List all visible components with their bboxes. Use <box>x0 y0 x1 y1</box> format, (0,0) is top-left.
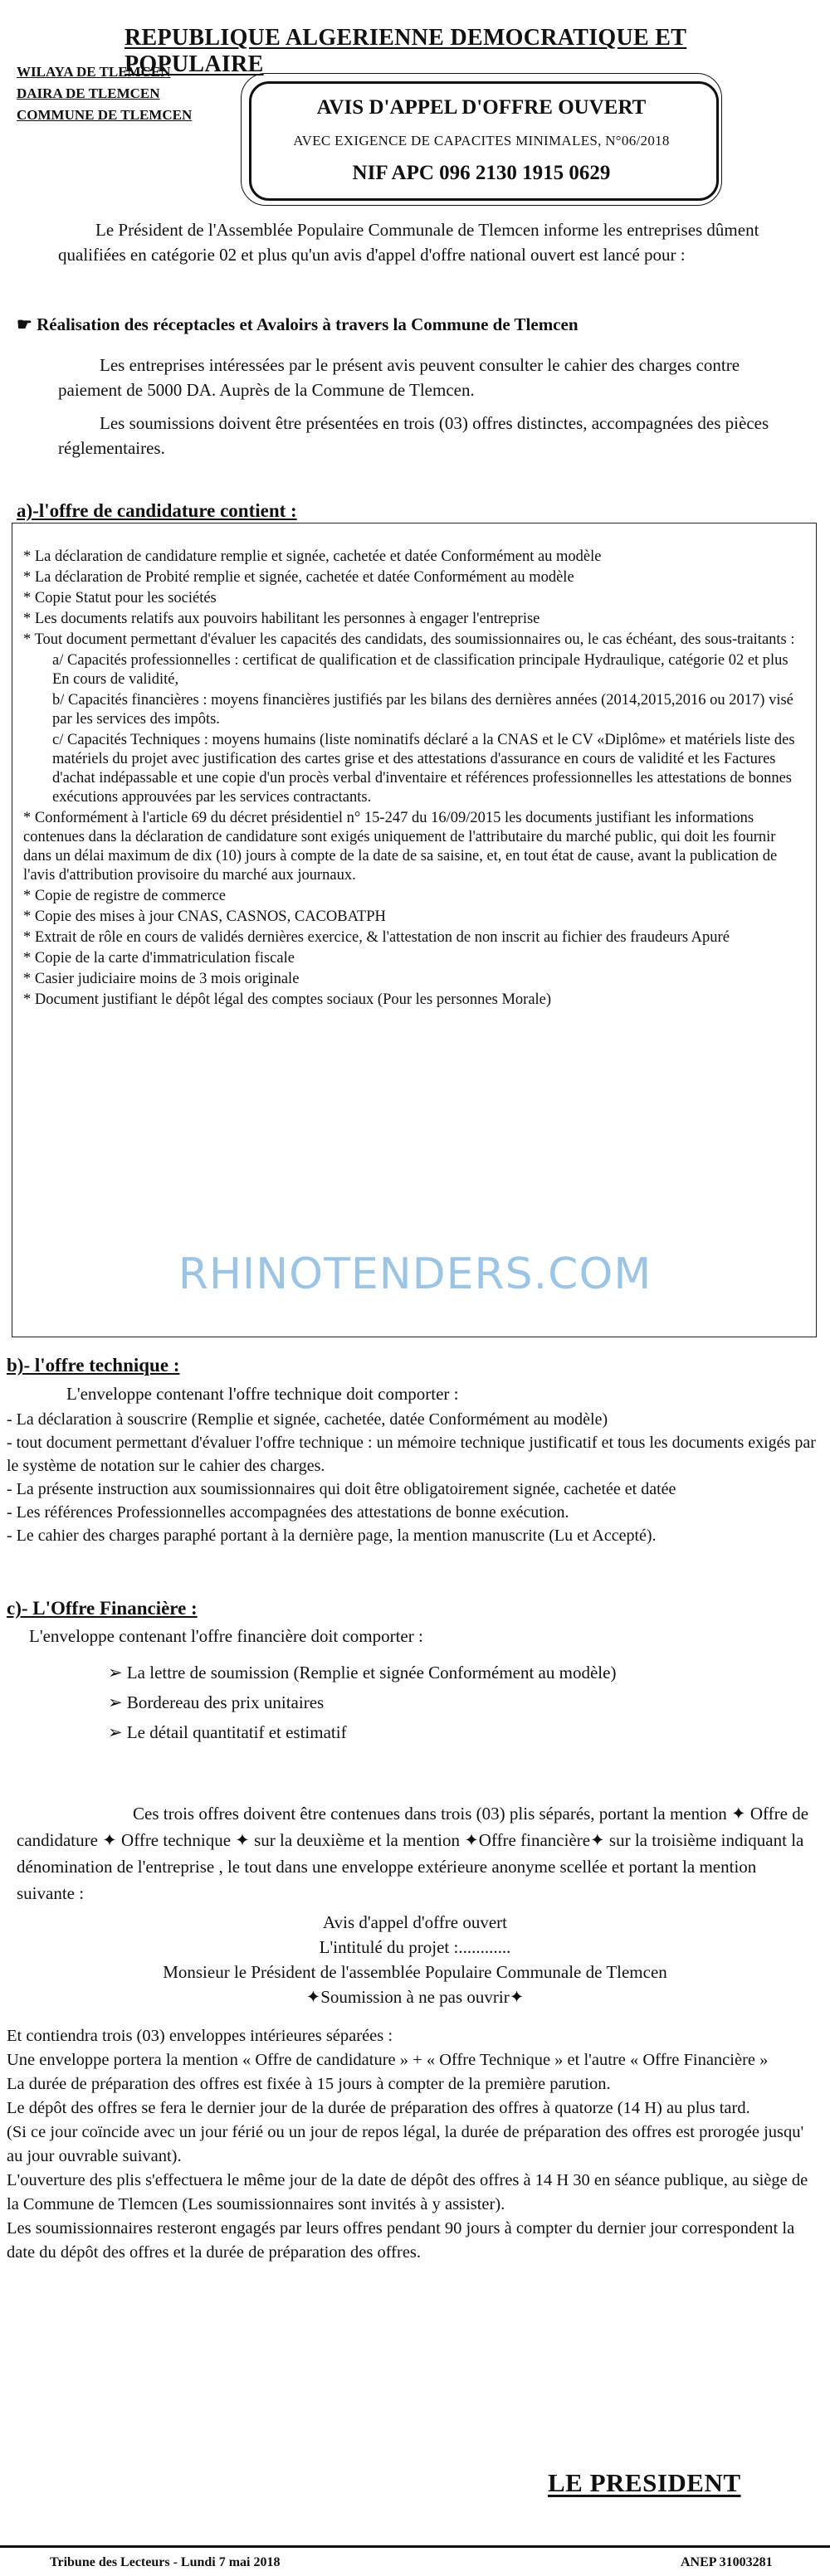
envelope-mention <box>0 1910 830 2009</box>
envelope-line: Monsieur le Président de l'assemblée Populaire Communale de Tlemcen <box>163 1962 667 1982</box>
list-item: * Copie de la carte d'immatriculation fiscale <box>23 950 295 967</box>
list-item: - tout document permettant d'évaluer l'offre technique : un mémoire technique justificatif et tous les documents exigés par le système de notation sur le cahier des charges. <box>7 1434 816 1475</box>
pointing-hand-icon: ☛ <box>17 314 32 334</box>
intro-paragraph: Le Président de l'Assemblée Populaire Communale de Tlemcen informe les entreprises dûment qualifiées en catégorie 02 et plus qu'un avis d'appel d'offre national ouvert est lancé pour : <box>58 220 759 265</box>
list-item: * Casier judiciaire moins de 3 mois originale <box>23 971 300 987</box>
detail-line: Et contiendra trois (03) enveloppes intérieures séparées : <box>7 2027 393 2045</box>
administrative-header <box>17 61 192 126</box>
consultation-paragraph: Les entreprises intéressées par le présent avis peuvent consulter le cahier des charges contre paiement de 5000 DA. Auprès de la Commune de Tlemcen. <box>58 355 740 400</box>
list-item: - La présente instruction aux soumissionnaires qui doit être obligatoirement signée, cachetée et datée <box>7 1480 676 1498</box>
list-item: - Le cahier des charges paraphé portant à la dernière page, la mention manuscrite (Lu et Accepté). <box>7 1527 657 1545</box>
candidature-list <box>23 548 803 1011</box>
signature: LE PRESIDENT <box>548 2468 741 2497</box>
footer-rule <box>0 2545 830 2548</box>
list-subitem: c/ Capacités Techniques : moyens humains (liste nominatifs déclaré a la CNAS et le CV «Diplôme» et matériels liste des matériels du projet avec justification des cartes grise et des attestations d'assurance en cours de validité et les Factures d'achat indépassable et une copie d'un procès verbal d'inventaire et références professionnelles les attestations de bonnes exécutions approuvées par les services contractants. <box>52 732 795 806</box>
detail-line: Une enveloppe portera la mention « Offre de candidature » + « Offre Technique » et l'autre « Offre Financière » <box>7 2051 769 2069</box>
commune-line: COMMUNE DE TLEMCEN <box>17 107 193 123</box>
section-c-list <box>108 1658 788 1747</box>
list-item: * Conformément à l'article 69 du décret présidentiel n° 15-247 du 16/09/2015 les documents justifiant les informations contenues dans la déclaration de candidature sont exigés uniquement de l'attributaire du marché public, qui doit les fournir dans un délai maximum de dix (10) jours à compte de la date de sa saisine, et, en tout état de cause, avant la publication de l'avis d'attribution provisoire du marché aux journaux. <box>23 810 778 884</box>
list-item: * Tout document permettant d'évaluer les capacités des candidats, des soumissionnaires ou, le cas échéant, des sous-traitants : <box>23 631 795 648</box>
list-item: * Document justifiant le dépôt légal des comptes sociaux (Pour les personnes Morale) <box>23 991 552 1008</box>
list-item: - Les références Professionnelles accompagnées des attestations de bonne exécution. <box>7 1503 569 1522</box>
list-item: * La déclaration de Probité remplie et signée, cachetée et datée Conformément au modèle <box>23 569 574 586</box>
list-item: * Les documents relatifs aux pouvoirs habilitant les personnes à engager l'entreprise <box>23 611 540 627</box>
detail-line: Les soumissionnaires resteront engagés par leurs offres pendant 90 jours à compter du dernier jour correspondent la date du dépôt des offres et la durée de préparation des offres. <box>7 2219 795 2262</box>
daira-line: DAIRA DE TLEMCEN <box>17 85 160 101</box>
envelope-line: L'intitulé du projet :............ <box>319 1937 511 1957</box>
footer-anep: ANEP 31003281 <box>681 2555 773 2569</box>
footer-publication: Tribune des Lecteurs - Lundi 7 mai 2018 <box>50 2555 281 2569</box>
list-subitem: a/ Capacités professionnelles : certificat de qualification et de classification principale Hydraulique, catégorie 02 et plus En cours de validité, <box>52 652 788 688</box>
wilaya-line: WILAYA DE TLEMCEN <box>17 64 171 80</box>
list-item: ➢ Bordereau des prix unitaires <box>108 1692 325 1712</box>
detail-line: Le dépôt des offres se fera le dernier jour de la durée de préparation des offres à quatorze (14 H) au plus tard. <box>7 2099 750 2117</box>
project-line <box>17 312 813 337</box>
section-b-lead: L'enveloppe contenant l'offre technique doit comporter : <box>66 1384 459 1404</box>
closing-details <box>7 2024 823 2265</box>
list-item: * Extrait de rôle en cours de validés dernières exercice, & l'attestation de non inscrit au fichier des fraudeurs Apuré <box>23 929 730 946</box>
submission-paragraph: Les soumissions doivent être présentées en trois (03) offres distinctes, accompagnées des pièces réglementaires. <box>58 413 769 458</box>
list-item: - La déclaration à souscrire (Remplie et signée, cachetée, datée Conformément au modèle) <box>7 1410 608 1429</box>
avis-subtitle: AVEC EXIGENCE DE CAPACITES MINIMALES, N°06/2018 <box>293 133 670 149</box>
list-subitem: b/ Capacités financières : moyens financières justifiés par les bilans des dernières années (2014,2015,2016 ou 2017) visé par les services des impôts. <box>52 692 793 728</box>
envelope-line: ✦Soumission à ne pas ouvrir✦ <box>305 1987 525 2007</box>
watermark-text: RHINOTENDERS.COM <box>178 1249 652 1299</box>
list-item: * Copie de registre de commerce <box>23 888 226 904</box>
section-b-title: b)- l'offre technique : <box>7 1355 180 1376</box>
avis-title: AVIS D'APPEL D'OFFRE OUVERT <box>316 96 647 119</box>
detail-line: L'ouverture des plis s'effectuera le même jour de la date de dépôt des offres à 14 H 30 en séance publique, au siège de la Commune de Tlemcen (Les soumissionnaires sont invités à y assister). <box>7 2171 808 2213</box>
section-b-list <box>7 1408 823 1547</box>
section-a-title: a)-l'offre de candidature contient : <box>17 500 297 521</box>
avis-nif: NIF APC 096 2130 1915 0629 <box>352 162 611 184</box>
section-c-lead: L'enveloppe contenant l'offre financière doit comporter : <box>29 1626 423 1646</box>
list-item: ➢ Le détail quantitatif et estimatif <box>108 1722 347 1742</box>
list-item: * La déclaration de candidature remplie et signée, cachetée et datée Conformément au modèle <box>23 548 602 565</box>
section-c-title: c)- L'Offre Financière : <box>7 1598 198 1619</box>
detail-line: (Si ce jour coïncide avec un jour férié ou un jour de repos légal, la durée de préparation des offres est prorogée jusqu' au jour ouvrable suivant). <box>7 2123 804 2165</box>
list-item: * Copie Statut pour les sociétés <box>23 590 217 606</box>
closing-paragraph: Ces trois offres doivent être contenues dans trois (03) plis séparés, portant la mention ✦ Offre de candidature ✦ Offre technique ✦ sur la deuxième et la mention ✦Offre financière✦ sur la troisième indiquant la dénomination de l'entreprise , le tout dans une enveloppe extérieure anonyme scellée et portant la mention suivante : <box>17 1804 809 1903</box>
list-item: ➢ La lettre de soumission (Remplie et signée Conformément au modèle) <box>108 1663 617 1682</box>
project-title: Réalisation des réceptacles et Avaloirs à travers la Commune de Tlemcen <box>37 314 579 334</box>
detail-line: La durée de préparation des offres est fixée à 15 jours à compter de la première parution. <box>7 2075 611 2093</box>
republic-title: REPUBLIQUE ALGERIENNE DEMOCRATIQUE ET POPULAIRE <box>124 25 687 77</box>
envelope-line: Avis d'appel d'offre ouvert <box>323 1912 507 1932</box>
list-item: * Copie des mises à jour CNAS, CASNOS, CACOBATPH <box>23 908 386 925</box>
